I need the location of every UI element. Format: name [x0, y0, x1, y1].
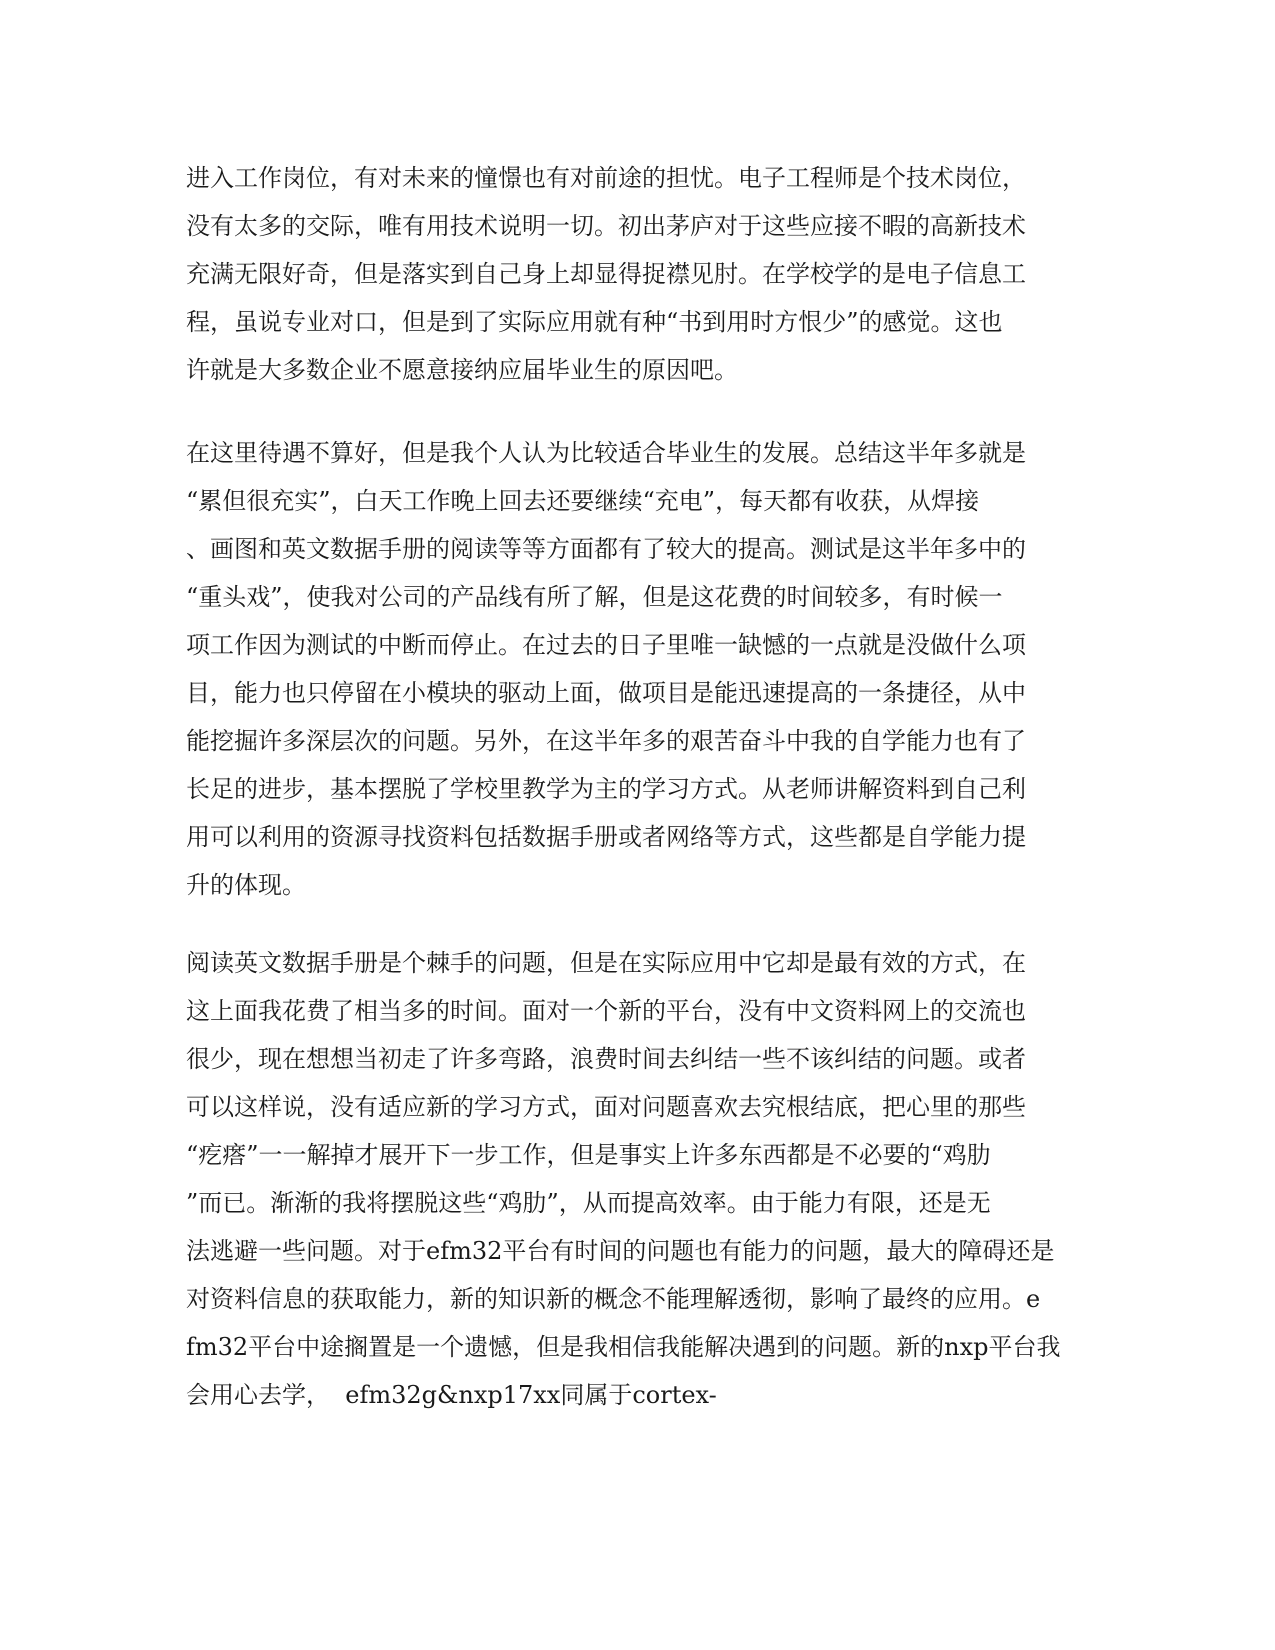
text-line: 进入工作岗位，有对未来的憧憬也有对前途的担忧。电子工程师是个技术岗位，	[186, 164, 1026, 192]
text-line: 对资料信息的获取能力，新的知识新的概念不能理解透彻，影响了最终的应用。e	[186, 1285, 1041, 1313]
text-line: 能挖掘许多深层次的问题。另外，在这半年多的艰苦奋斗中我的自学能力也有了	[186, 727, 1026, 755]
text-line: 很少，现在想想当初走了许多弯路，浪费时间去纠结一些不该纠结的问题。或者	[186, 1045, 1026, 1073]
text-line: “累但很充实”，白天工作晚上回去还要继续“充电”，每天都有收获，从焊接	[186, 487, 980, 515]
text-line: 充满无限好奇，但是落实到自己身上却显得捉襟见肘。在学校学的是电子信息工	[186, 260, 1026, 288]
text-line: 长足的进步，基本摆脱了学校里教学为主的学习方式。从老师讲解资料到自己利	[186, 775, 1026, 803]
text-line: “疙瘩”一一解掉才展开下一步工作，但是事实上许多东西都是不必要的“鸡肋	[186, 1141, 991, 1169]
text-line: 没有太多的交际，唯有用技术说明一切。初出茅庐对于这些应接不暇的高新技术	[186, 212, 1026, 240]
text-line: 、画图和英文数据手册的阅读等等方面都有了较大的提高。测试是这半年多中的	[186, 535, 1026, 563]
text-line: 许就是大多数企业不愿意接纳应届毕业生的原因吧。	[186, 356, 738, 384]
text-line: 项工作因为测试的中断而停止。在过去的日子里唯一缺憾的一点就是没做什么项	[186, 631, 1026, 659]
paragraph-2	[186, 429, 1066, 909]
text-line: 用可以利用的资源寻找资料包括数据手册或者网络等方式，这些都是自学能力提	[186, 823, 1026, 851]
text-line: 法逃避一些问题。对于efm32平台有时间的问题也有能力的问题，最大的障碍还是	[186, 1237, 1055, 1265]
paragraph-3	[186, 939, 1066, 1419]
text-line: 阅读英文数据手册是个棘手的问题，但是在实际应用中它却是最有效的方式，在	[186, 949, 1026, 977]
paragraph-1	[186, 154, 1066, 394]
text-line: 目，能力也只停留在小模块的驱动上面，做项目是能迅速提高的一条捷径，从中	[186, 679, 1026, 707]
text-line: 会用心去学， efm32g&nxp17xx同属于cortex-	[186, 1381, 717, 1409]
text-line: ”而已。渐渐的我将摆脱这些“鸡肋”，从而提高效率。由于能力有限，还是无	[186, 1189, 991, 1217]
text-line: 在这里待遇不算好，但是我个人认为比较适合毕业生的发展。总结这半年多就是	[186, 439, 1026, 467]
text-line: 程，虽说专业对口，但是到了实际应用就有种“书到用时方恨少”的感觉。这也	[186, 308, 1003, 336]
text-line: 可以这样说，没有适应新的学习方式，面对问题喜欢去究根结底，把心里的那些	[186, 1093, 1026, 1121]
text-line: 升的体现。	[186, 871, 306, 899]
text-line: “重头戏”，使我对公司的产品线有所了解，但是这花费的时间较多，有时候一	[186, 583, 1003, 611]
text-line: 这上面我花费了相当多的时间。面对一个新的平台，没有中文资料网上的交流也	[186, 997, 1026, 1025]
text-line: fm32平台中途搁置是一个遗憾，但是我相信我能解决遇到的问题。新的nxp平台我	[186, 1333, 1061, 1361]
